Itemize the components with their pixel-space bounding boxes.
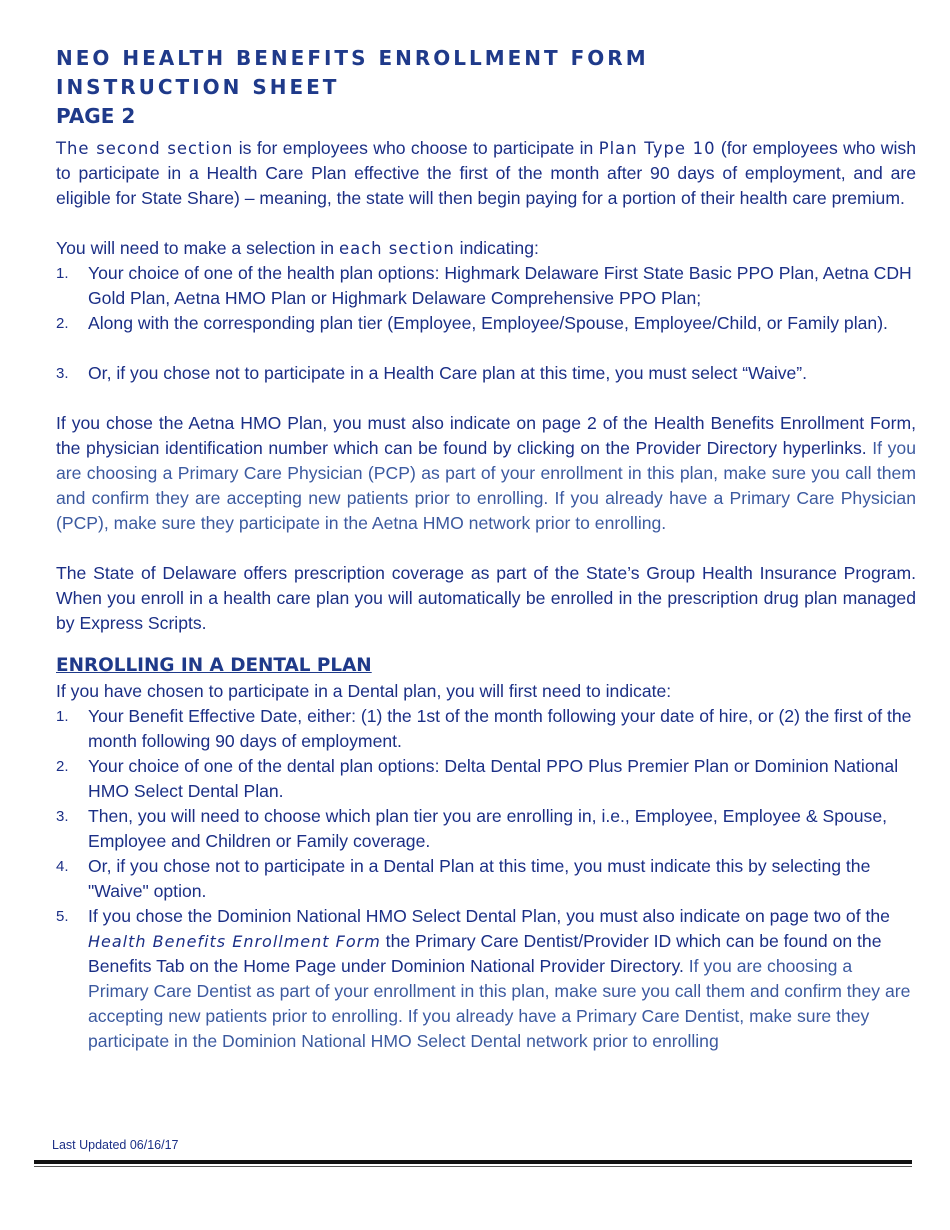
form-name-term: Health Benefits Enrollment Form <box>88 932 381 951</box>
intro-text-2: (for employees who wish to participate in a Health Care Plan effective the first of the month after 90 days of employment, and are eligible for State Share) – meaning, the state will then begin paying for a portion of their health care premium. <box>56 138 916 208</box>
page-label: PAGE 2 <box>56 104 136 128</box>
list-item <box>56 804 916 854</box>
intro-term-plan-type: Plan Type 10 <box>598 139 716 158</box>
selection-lead-term: each section <box>338 239 455 258</box>
selection-list <box>56 261 916 386</box>
list-item <box>56 704 916 754</box>
document-title-line1: NEO HEALTH BENEFITS ENROLLMENT FORM <box>56 46 649 70</box>
list-item-text: Or, if you chose not to participate in a Dental Plan at this time, you must indicate this by selecting the "Waive" option. <box>88 856 871 901</box>
list-item <box>56 854 916 904</box>
list-number: 3. <box>56 365 69 382</box>
dental-list <box>56 704 916 1054</box>
footer-divider-thin <box>34 1166 912 1167</box>
list-item-text: Your choice of one of the health plan options: Highmark Delaware First State Basic PPO Plan, Aetna CDH Gold Plan, Aetna HMO Plan or Highmark Delaware Comprehensive PPO Plan; <box>88 263 912 308</box>
selection-lead: You will need to make a selection in each section indicating: <box>56 238 539 258</box>
document-page <box>56 44 916 1054</box>
list-item-text: Or, if you chose not to participate in a Health Care plan at this time, you must select “Waive”. <box>88 363 808 383</box>
list-item-text: If you chose the Dominion National HMO Select Dental Plan, you must also indicate on page two of the <box>88 906 890 926</box>
prescription-paragraph: The State of Delaware offers prescription coverage as part of the State’s Group Health Insurance Program. When you enroll in a health care plan you will automatically be enrolled in the prescription drug plan managed by Express Scripts. <box>56 563 916 633</box>
intro-text-1: is for employees who choose to participate in <box>233 138 599 158</box>
list-number: 2. <box>56 758 69 775</box>
aetna-pcp-note: If you are choosing a Primary Care Physician (PCP) as part of your enrollment in this plan, make sure you call them and confirm they are accepting new patients prior to enrolling. If you already have a Primary Care Physician (PCP), make sure they participate in the Aetna HMO network prior to enrolling. <box>56 438 916 533</box>
list-number: 1. <box>56 708 69 725</box>
list-item-text: Your Benefit Effective Date, either: (1) the 1st of the month following your date of hire, or (2) the first of the month following 90 days of employment. <box>88 706 912 751</box>
list-item <box>56 361 916 386</box>
dental-lead: If you have chosen to participate in a Dental plan, you will first need to indicate: <box>56 681 672 701</box>
list-item <box>56 754 916 804</box>
list-number: 2. <box>56 315 69 332</box>
list-item-text: Along with the corresponding plan tier (Employee, Employee/Spouse, Employee/Child, or Family plan). <box>88 313 888 333</box>
list-item <box>56 311 916 336</box>
list-item <box>56 261 916 311</box>
intro-term-second-section: The second section <box>56 139 234 158</box>
list-item-text: Then, you will need to choose which plan tier you are enrolling in, i.e., Employee, Employee & Spouse, Employee and Children or Family coverage. <box>88 806 888 851</box>
dentist-note: If you are choosing a Primary Care Dentist as part of your enrollment in this plan, make sure you call them and confirm they are accepting new patients prior to enrolling. If you already have a Primary Care Dentist, make sure they participate in the Dominion National HMO Select Dental network prior to enrolling <box>88 956 911 1051</box>
last-updated-label: Last Updated 06/16/17 <box>52 1138 179 1152</box>
list-number: 5. <box>56 908 69 925</box>
list-item <box>56 904 916 1054</box>
footer-divider <box>34 1160 912 1164</box>
list-item-text: the Primary Care Dentist/Provider ID which can be found on the Benefits Tab on the Home Page under Dominion National Provider Directory. <box>88 931 882 976</box>
list-number: 1. <box>56 265 69 282</box>
list-number: 4. <box>56 858 69 875</box>
dental-section-heading: ENROLLING IN A DENTAL PLAN <box>56 655 372 676</box>
aetna-paragraph <box>56 411 916 536</box>
intro-paragraph <box>56 136 916 211</box>
document-title-line2: INSTRUCTION SHEET <box>56 75 340 99</box>
list-item-text: Your choice of one of the dental plan options: Delta Dental PPO Plus Premier Plan or Dominion National HMO Select Dental Plan. <box>88 756 899 801</box>
list-number: 3. <box>56 808 69 825</box>
aetna-text: If you chose the Aetna HMO Plan, you must also indicate on page 2 of the Health Benefits Enrollment Form, the physician identification number which can be found by clicking on the Provider Directory hyperlinks. <box>56 413 916 458</box>
